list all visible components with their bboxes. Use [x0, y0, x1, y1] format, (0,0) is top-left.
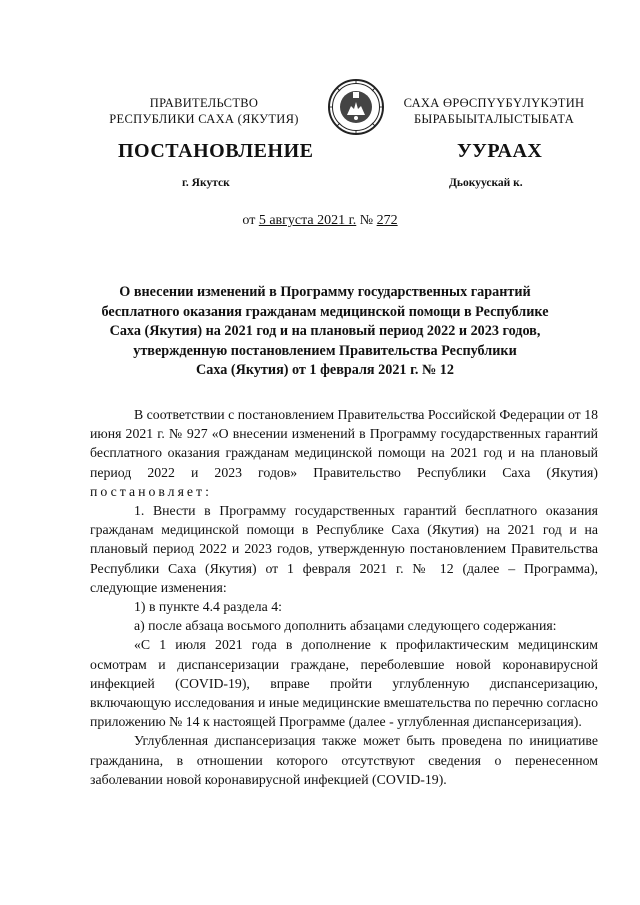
decree-body [90, 405, 598, 789]
title-line: бесплатного оказания гражданам медицинской помощи в Республике [101, 303, 549, 320]
date-prefix: от [242, 213, 256, 228]
doc-kind-russian: ПОСТАНОВЛЕНИЕ [118, 140, 314, 162]
decree-title [90, 283, 560, 381]
org-name-sakha-line1: САХА ӨРӨСПҮҮБҮЛҮКЭТИН [403, 96, 585, 110]
number-sign: № [359, 213, 374, 228]
decree-number: 272 [376, 213, 398, 228]
city-russian: г. Якутск [182, 177, 230, 189]
body-paragraph: Углубленная диспансеризация также может быть проведена по инициативе гражданина, в отношении которого отсутствуют сведения о перенесенном заболевании новой коронавирусной инфекцией (COVID-19). [90, 733, 598, 787]
title-line: утвержденную постановлением Правительства Республики [133, 342, 517, 359]
org-name-russian-line2: РЕСПУБЛИКИ САХА (ЯКУТИЯ) [109, 112, 299, 126]
org-name-russian [84, 95, 324, 127]
decree-date-line [0, 213, 640, 229]
city-sakha: Дьокуускай к. [449, 177, 523, 189]
body-paragraph: а) после абзаца восьмого дополнить абзацами следующего содержания: [134, 618, 557, 634]
decree-date: 5 августа 2021 г. [258, 213, 357, 228]
org-name-russian-line1: ПРАВИТЕЛЬСТВО [149, 96, 259, 110]
body-paragraph: 1) в пункте 4.4 раздела 4: [134, 599, 282, 615]
preamble-text: В соответствии с постановлением Правительства Российской Федерации от 18 июня 2021 г. № 927 «О внесении изменений в Программу государственных гарантий бесплатного оказания гражданам медицинской помощи на 2021 год и на плановый период 2022 и 2023 годов» Правительство Республики Саха (Якутия) [90, 407, 598, 480]
org-name-sakha-line2: БЫРАБЫЫТАЛЫСТЫБАТА [413, 112, 575, 126]
title-line: О внесении изменений в Программу государственных гарантий [119, 284, 531, 300]
body-paragraph: «С 1 июля 2021 года в дополнение к профилактическим медицинским осмотрам и диспансеризации граждане, переболевшие новой коронавирусной инфекцией (COVID-19), вправе пройти углубленную диспансеризацию, включающую исследования и иные медицинские вмешательства по перечню согласно приложению № 14 к настоящей Программе (далее - углубленная диспансеризация). [90, 637, 598, 730]
body-paragraph [90, 405, 598, 501]
title-line: Саха (Якутия) от 1 февраля 2021 г. № 12 [196, 362, 454, 378]
title-line: Саха (Якутия) на 2021 год и на плановый период 2022 и 2023 годов, [109, 323, 541, 339]
doc-kind-sakha: УУРААХ [457, 140, 543, 162]
body-paragraph: 1. Внести в Программу государственных гарантий бесплатного оказания гражданам медицинской помощи в Республике Саха (Якутия) на 2021 год и на плановый период 2022 и 2023 годов, утвержденную постановлением Правительства Республики Саха (Якутия) от 1 февраля 2021 г. № 12 (далее – Программа), следующие изменения: [90, 503, 598, 595]
resolves-word: постановляет: [90, 483, 212, 499]
org-name-sakha [374, 95, 614, 127]
